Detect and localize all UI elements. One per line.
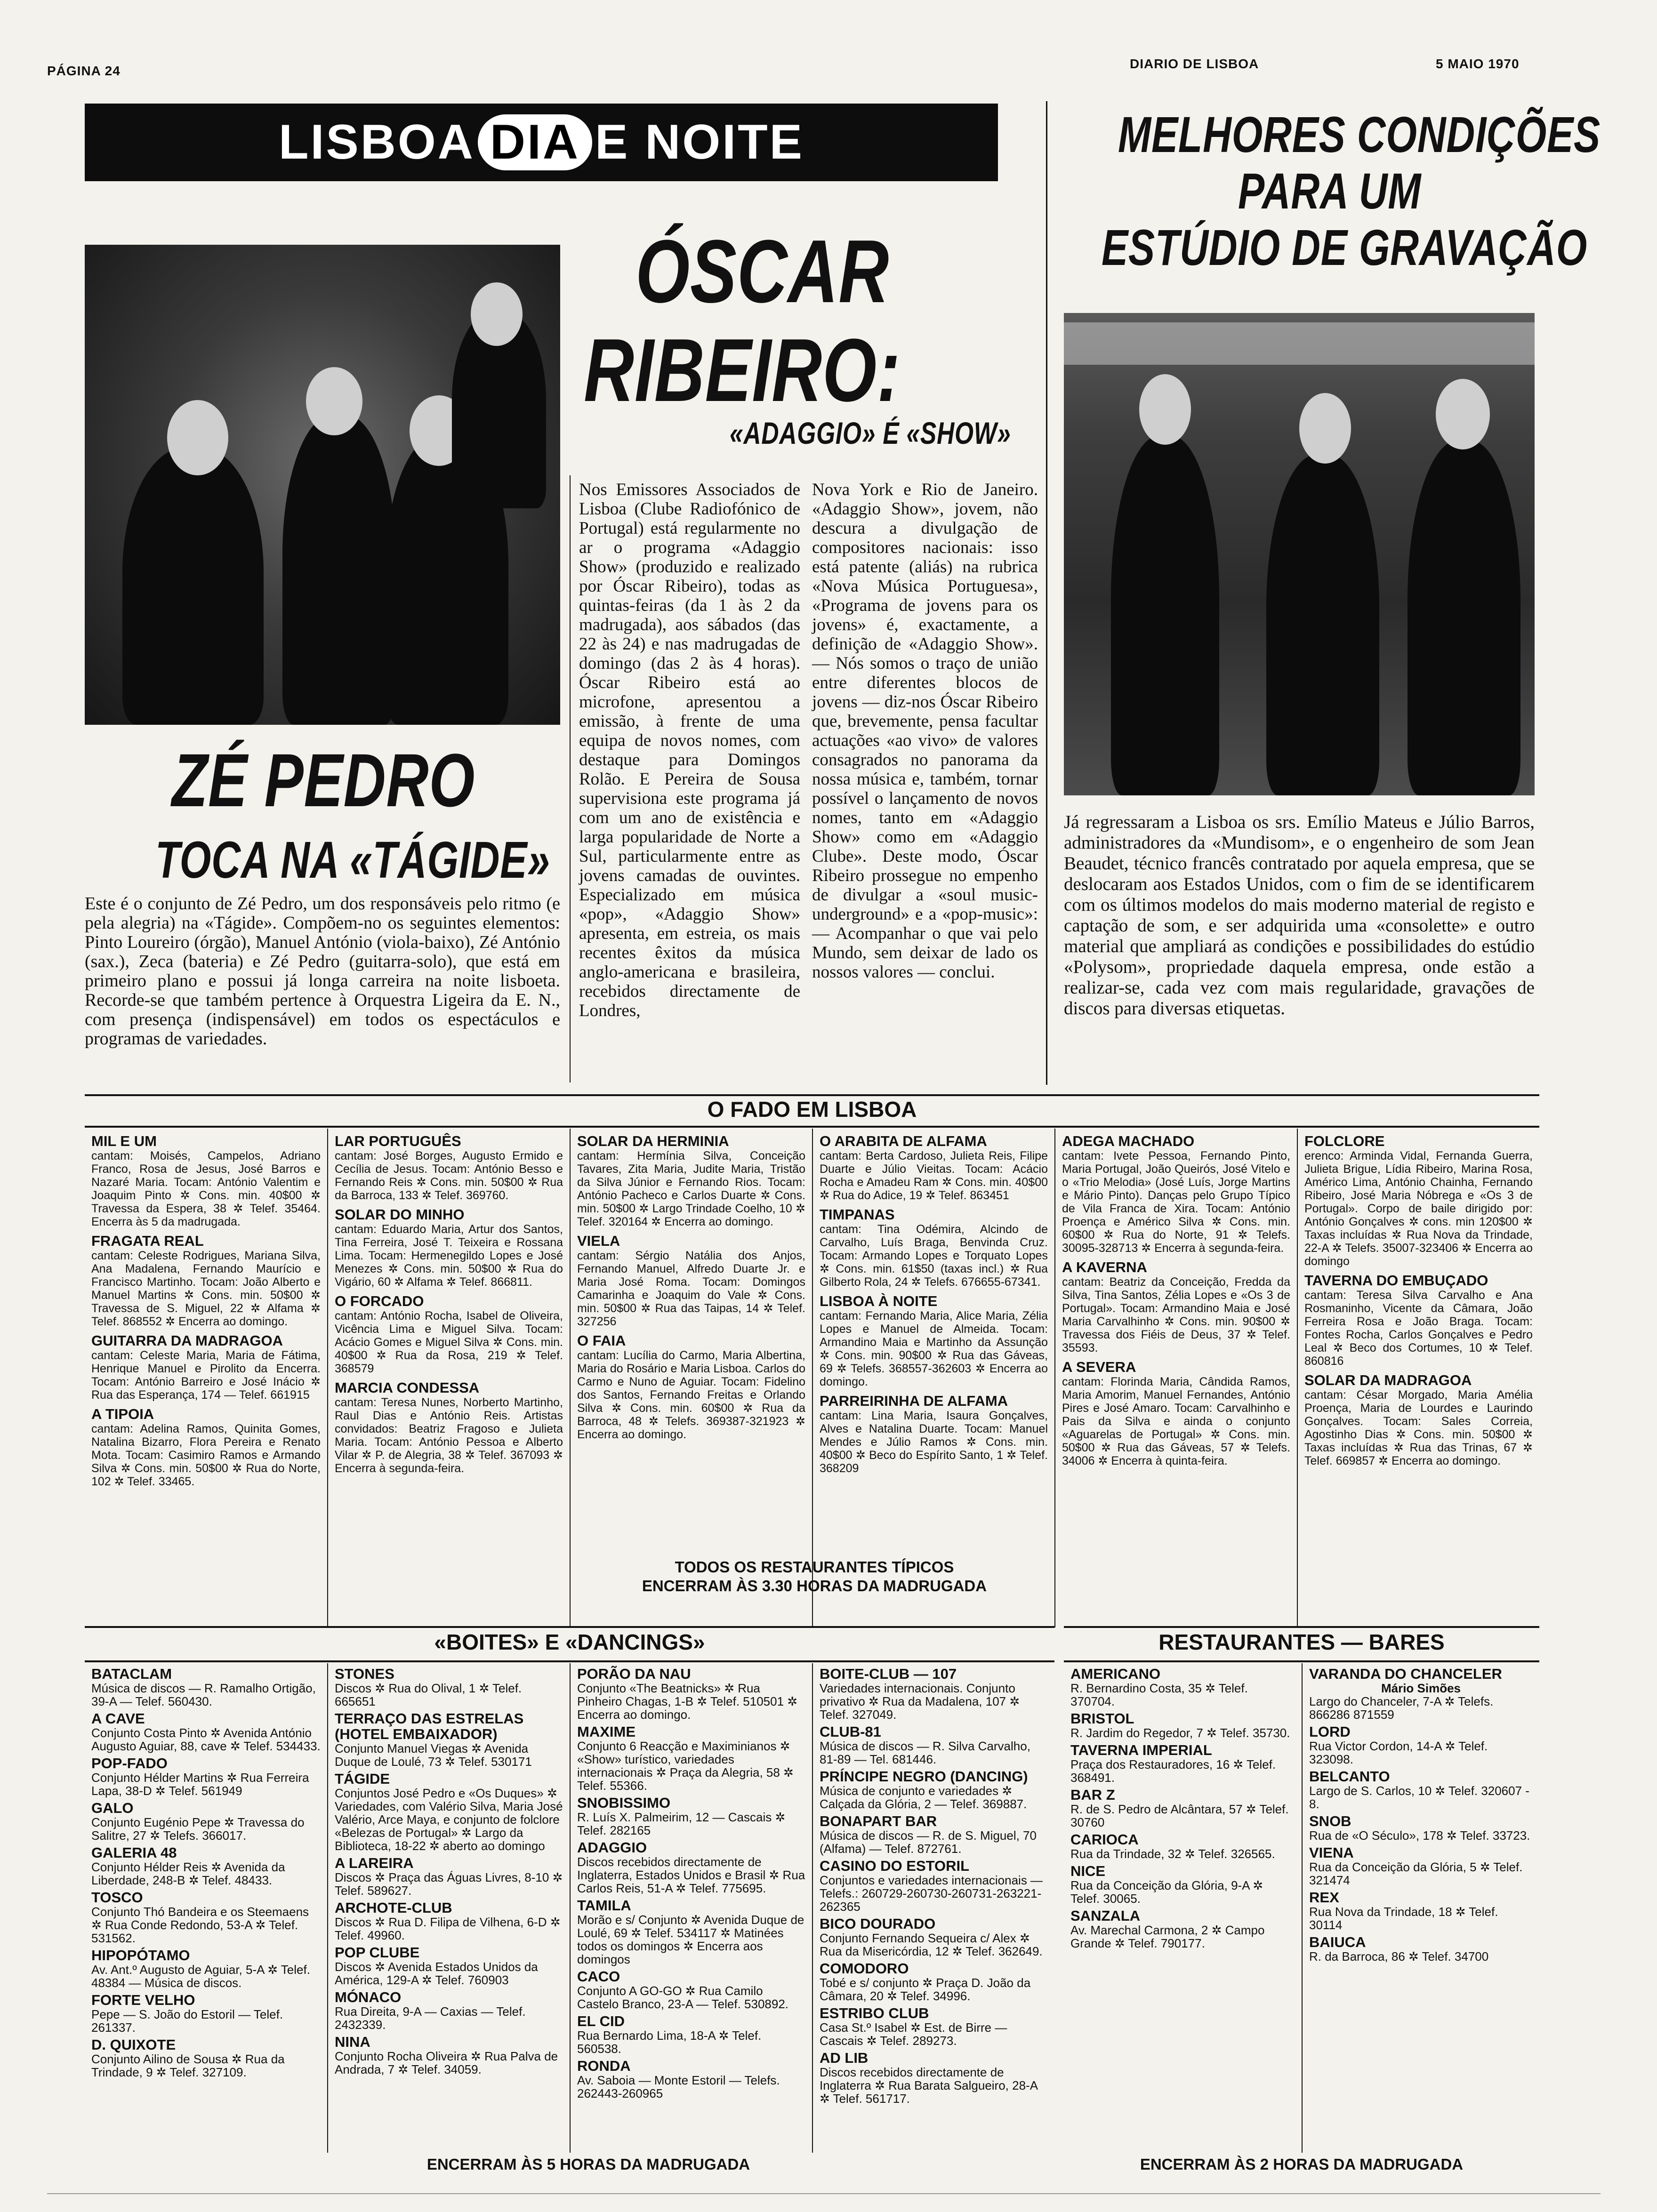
section-rule: [85, 1126, 1539, 1128]
venue-details: Conjunto Rocha Oliveira ✲ Rua Palva de Andrada, 7 ✲ Telef. 34059.: [335, 2049, 558, 2076]
venue-details: Música de conjunto e variedades ✲ Calçada da Glória, 2 — Telef. 369887.: [820, 1784, 1027, 1811]
venue-name-guitarra-da-madragoa: GUITARRA DA MADRAGOA: [91, 1332, 283, 1349]
venue-details: Morão e s/ Conjunto ✲ Avenida Duque de Loulé, 69 ✲ Telef. 534117 ✲ Matinées todos os domingos ✲ Encerra aos domingos: [577, 1913, 804, 1966]
fado-closing-note: [570, 1558, 1059, 1595]
venue-details: Av. Saboia — Monte Estoril — Telefs. 262443-260965: [577, 2073, 780, 2100]
venue-details: Largo de S. Carlos, 10 ✲ Telef. 320607 - 8.: [1309, 1784, 1529, 1811]
venue-details: cantam: Celeste Rodrigues, Mariana Silva, Ana Madalena, Fernando Maurício e Francisco Martinho. Tocam: João Alberto e Manuel Martins ✲ Cons. min. 50$00 ✲ Travessa de S. Miguel, 22 ✲ Alfama ✲ Telef. 868552 ✲ Encerra ao domingo.: [91, 1249, 321, 1328]
venue-details: cantam: José Borges, Augusto Ermido e Cecília de Jesus. Tocam: António Besso e Fernando Reis ✲ Cons. min. 50$00 ✲ Rua da Barroca, 133 ✲ Telef. 369760.: [335, 1149, 563, 1202]
venue-details: cantam: Ivete Pessoa, Fernando Pinto, Maria Portugal, João Queirós, José Vitelo e o «Trio Melodia» (José Luís, Jorge Martins e Mário Pinto). Danças pelo Grupo Típico de Vila Franca de Xira. Tocam: António Proença e Américo Silva ✲ Cons. min. 60$00 ✲ Rua do Norte, 91 ✲ Telefs. 30095-328713 ✲ Encerra à segunda-feira.: [1062, 1149, 1290, 1255]
venue-details: cantam: Berta Cardoso, Julieta Reis, Filipe Duarte e Júlio Vieitas. Tocam: Acácio Rocha e Amadeu Ram ✲ Cons. min. 40$00 ✲ Rua do Adice, 19 ✲ Telef. 863451: [820, 1149, 1048, 1202]
venue-details: Conjunto 6 Reacção e Maximinianos ✲ «Show» turístico, variedades internacionais ✲ Praça da Alegria, 58 ✲ Telef. 55366.: [577, 1739, 794, 1793]
venue-details: cantam: Lina Maria, Isaura Gonçalves, Alves e Natalina Duarte. Tocam: Manuel Mendes e Júlio Ramos ✲ Cons. min. 40$00 ✲ Beco do Espírito Santo, 1 ✲ Telef. 368209: [820, 1409, 1048, 1475]
venue-name-adaggio: ADAGGIO: [577, 1839, 647, 1856]
venue-name-viela: VIELA: [577, 1233, 620, 1249]
venue-subtitle: Mário Simões: [1381, 1681, 1461, 1695]
ze-pedro-article: Este é o conjunto de Zé Pedro, um dos responsáveis pelo ritmo (e pela alegria) na «Tágide». Compõem-no os seguintes elementos: Pinto Loureiro (órgão), Manuel António (viola-baixo), Zé António (sax.), Zeca (bateria) e Zé Pedro (guitarra-solo), que está em primeiro plano e possui já longa carreira na noite lisboeta. Recorde-se que também pertence à Orquestra Ligeira da E. N., com presença (indispensável) em todos os espectáculos e programas de variedades.: [85, 894, 560, 1049]
venue-name-caco: CACO: [577, 1968, 620, 1985]
venue-name-o-arabita-de-alfama: O ARABITA DE ALFAMA: [820, 1133, 987, 1149]
venue-details: Variedades internacionais. Conjunto privativo ✲ Rua da Madalena, 107 ✲ Telef. 327049.: [820, 1681, 1020, 1722]
venue-details: Conjunto Ailino de Sousa ✲ Rua da Trindade, 9 ✲ Telef. 327109.: [91, 2052, 285, 2079]
venue-name-mil-e-um: MIL E UM: [91, 1133, 157, 1149]
venue-name-folclore: FOLCLORE: [1304, 1133, 1385, 1149]
venue-name-tosco: TOSCO: [91, 1889, 143, 1906]
venue-details: cantam: António Rocha, Isabel de Oliveira, Vicência Lima e Miguel Silva. Tocam: Acácio Gomes e Miguel Silva ✲ Cons. min. 40$00 ✲ Rua da Rosa, 219 ✲ Telef. 368579: [335, 1309, 563, 1375]
oscar-subheadline: «ADAGGIO» É «SHOW»: [730, 416, 1011, 450]
venue-name-tagide: TÁGIDE: [335, 1771, 390, 1787]
venue-name-solar-da-herminia: SOLAR DA HERMINIA: [577, 1133, 729, 1149]
venue-name-porao-da-nau: PORÃO DA NAU: [577, 1666, 691, 1682]
boites-section-title: «BOITES» E «DANCINGS»: [434, 1630, 705, 1654]
fado-closing-line1: TODOS OS RESTAURANTES TÍPICOS: [675, 1558, 954, 1576]
venue-name-bonapart-bar: BONAPART BAR: [820, 1813, 937, 1829]
venue-name-nice: NICE: [1070, 1863, 1106, 1879]
venue-details: Conjunto Hélder Martins ✲ Rua Ferreira Lapa, 38-D ✲ Telef. 561949: [91, 1771, 309, 1798]
restaurantes-closing-note: ENCERRAM ÀS 2 HORAS DA MADRUGADA: [1140, 2156, 1464, 2173]
venue-name-a-severa: A SEVERA: [1062, 1359, 1136, 1375]
restaurantes-section-title: RESTAURANTES — BARES: [1158, 1630, 1445, 1654]
venue-details: R. Jardim do Regedor, 7 ✲ Telef. 35730.: [1070, 1726, 1290, 1740]
venue-name-o-forcado: O FORCADO: [335, 1293, 424, 1309]
venue-details: Conjunto «The Beatnicks» ✲ Rua Pinheiro Chagas, 1-B ✲ Telef. 510501 ✲ Encerra ao domingo.: [577, 1681, 798, 1722]
venue-name-a-cave: A CAVE: [91, 1710, 145, 1727]
venue-details: Av. Ant.º Augusto de Aguiar, 5-A ✲ Telef. 48384 — Música de discos.: [91, 1963, 310, 1990]
venue-details: Tobé e s/ conjunto ✲ Praça D. João da Câmara, 20 ✲ Telef. 34996.: [820, 1976, 1031, 2003]
venue-details: cantam: Eduardo Maria, Artur dos Santos, Tina Ferreira, José T. Teixeira e Rossana Lima. Tocam: Hermenegildo Lopes e José Menezes ✲ Cons. min. 50$00 ✲ Rua do Vigário, 60 ✲ Alfama ✲ Telef. 866811.: [335, 1223, 563, 1289]
venue-name-stones: STONES: [335, 1666, 394, 1682]
banner-lisboa: LISBOA: [278, 115, 475, 169]
venue-details: Conjunto Costa Pinto ✲ Avenida António Augusto Aguiar, 88, cave ✲ Telef. 534433.: [91, 1726, 321, 1753]
venue-name-baiuca: BAIUCA: [1309, 1934, 1366, 1950]
venue-name-hipopotamo: HIPOPÓTAMO: [91, 1947, 190, 1964]
venue-name-forte-velho: FORTE VELHO: [91, 1992, 195, 2008]
venue-details: Casa St.º Isabel ✲ Est. de Birre — Cascais ✲ Telef. 289273.: [820, 2020, 1007, 2048]
venue-details: Música de discos — R. Silva Carvalho, 81-89 — Tel. 681446.: [820, 1739, 1030, 1766]
venue-name-bataclam: BATACLAM: [91, 1666, 172, 1682]
venue-name-pop-clube: POP CLUBE: [335, 1944, 420, 1961]
page-number: PÁGINA 24: [47, 64, 121, 78]
oscar-article-col1: Nos Emissores Associados de Lisboa (Clube Radiofónico de Portugal) está regularmente no ar o programa «Adaggio Show» (produzido e realizado por Óscar Ribeiro), todas as quintas-feiras (da 1 às 2 da madrugada), aos sábados (das 22 às 24) e nas madrugadas de domingo (das 2 às 4 horas). Óscar Ribeiro está ao microfone, apresentou a emissão, à frente de uma equipa de novos nomes, com destaque para Domingos Rolão. E Pereira de Sousa supervisiona este programa já com um ano de existência e larga popularidade de Norte a Sul, particularmente entre as jovens camadas de ouvintes. Especializado em música «pop», «Adaggio Show» apresenta, em estreia, os mais recentes êxitos da música anglo-americana e brasileira, recebidos directamente de Londres,: [579, 480, 800, 1020]
venue-name-carioca: CARIOCA: [1070, 1831, 1139, 1848]
venue-name-principe-negro-dancing: PRÍNCIPE NEGRO (DANCING): [820, 1768, 1028, 1785]
venue-details: cantam: Beatriz da Conceição, Fredda da Silva, Tina Santos, Zélia Lopes e «Os 3 de Portugal». Tocam: Armandino Maia e José Maria Carvalhinho ✲ Cons. min. 90$00 ✲ Travessa dos Fiéis de Deus, 37 ✲ Telef. 35593.: [1062, 1275, 1290, 1354]
venue-details: Conjunto Hélder Reis ✲ Avenida da Liberdade, 248-B ✲ Telef. 48433.: [91, 1860, 285, 1887]
listing-column: [85, 1129, 327, 1627]
section-rule: [1064, 1626, 1539, 1628]
venue-name-o-faia: O FAIA: [577, 1332, 626, 1349]
ze-pedro-band-photo: [85, 245, 560, 725]
listing-column: [570, 1663, 812, 2153]
section-rule: [85, 1094, 1539, 1096]
estudio-headline-line3: ESTÚDIO DE GRAVAÇÃO: [1102, 219, 1588, 276]
venue-name-belcanto: BELCANTO: [1309, 1768, 1390, 1785]
venue-details: Conjunto Manuel Viegas ✲ Avenida Duque de Loulé, 73 ✲ Telef. 530171: [335, 1741, 532, 1769]
fado-closing-line2: ENCERRAM ÀS 3.30 HORAS DA MADRUGADA: [642, 1577, 987, 1595]
venue-name-sanzala: SANZALA: [1070, 1907, 1141, 1924]
restaurantes-listings: [1064, 1663, 1539, 2153]
venue-name-pop-fado: POP-FADO: [91, 1755, 168, 1771]
venue-name-ronda: RONDA: [577, 2058, 631, 2074]
venue-name-marcia-condessa: MARCIA CONDESSA: [335, 1379, 480, 1396]
venue-name-lord: LORD: [1309, 1723, 1351, 1740]
venue-details: cantam: Moisés, Campelos, Adriano Franco, Rosa de Jesus, José Barros e Nazaré Maria. Tocam: António Valentim e Joaquim Pinto ✲ Cons. min. 40$00 ✲ Travessa da Espera, 38 ✲ Telef. 35464. Encerra às 5 da madrugada.: [91, 1149, 321, 1228]
venue-details: Rua da Conceição da Glória, 9-A ✲ Telef. 30065.: [1070, 1878, 1263, 1906]
venue-name-taverna-do-embucado: TAVERNA DO EMBUÇADO: [1304, 1272, 1488, 1289]
venue-details: Rua da Trindade, 32 ✲ Telef. 326565.: [1070, 1847, 1275, 1861]
venue-name-a-kaverna: A KAVERNA: [1062, 1259, 1147, 1275]
venue-name-boite-club-107: BOITE-CLUB — 107: [820, 1666, 957, 1682]
venue-name-parreirinha-de-alfama: PARREIRINHA DE ALFAMA: [820, 1393, 1008, 1409]
venue-name-a-lareira: A LAREIRA: [335, 1855, 414, 1871]
venue-details: cantam: Sérgio Natália dos Anjos, Fernando Manuel, Alfredo Duarte Jr. e Maria José Roma. Tocam: Domingos Camarinha e Joaquim do Vale ✲ Cons. min. 50$00 ✲ Rua das Taipas, 14 ✲ Telef. 327256: [577, 1249, 805, 1328]
venue-name-monaco: MÓNACO: [335, 1989, 402, 2005]
venue-details: Rua de «O Século», 178 ✲ Telef. 33723.: [1309, 1828, 1530, 1843]
venue-details: cantam: César Morgado, Maria Amélia Proença, Maria de Lourdes e Laurindo Gonçalves. Tocam: Sales Correia, Agostinho Dias ✲ Cons. min. 50$00 ✲ Taxas incluídas ✲ Rua das Trinas, 67 ✲ Telef. 669857 ✲ Encerra ao domingo.: [1304, 1388, 1533, 1467]
venue-name-timpanas: TIMPANAS: [820, 1206, 895, 1223]
venue-details: Conjuntos José Pedro e «Os Duques» ✲ Variedades, com Valério Silva, Maria José Valério, Arce Maya, e conjunto de folclore «Belezas de Portugal» ✲ Largo da Biblioteca, 18-22 ✲ aberto ao domingo: [335, 1786, 563, 1853]
venue-details: cantam: Hermínia Silva, Conceição Tavares, Zita Maria, Judite Maria, Tristão da Silva Júnior e Fernando Rios. Tocam: António Pacheco e Carlos Duarte ✲ Cons. min. 50$00 ✲ Largo Trindade Coelho, 10 ✲ Telef. 320164 ✲ Encerra ao domingo.: [577, 1149, 805, 1228]
venue-details: R. da Barroca, 86 ✲ Telef. 34700: [1309, 1949, 1489, 1964]
venue-name-club-81: CLUB-81: [820, 1723, 881, 1740]
venue-details: Rua Bernardo Lima, 18-A ✲ Telef. 560538.: [577, 2028, 762, 2056]
lisboa-dia-e-noite-banner: [85, 104, 998, 181]
section-rule: [85, 1626, 1054, 1628]
venue-details: Rua Direita, 9-A — Caxias — Telef. 2432339.: [335, 2004, 526, 2032]
venue-details: Rua Nova da Trindade, 18 ✲ Telef. 30114: [1309, 1905, 1498, 1932]
venue-name-taverna-imperial: TAVERNA IMPERIAL: [1070, 1742, 1212, 1758]
oscar-headline-line2: RIBEIRO:: [584, 321, 901, 420]
venue-name-bristol: BRISTOL: [1070, 1710, 1134, 1727]
venue-name-estribo-club: ESTRIBO CLUB: [820, 2005, 929, 2021]
listing-column: [1064, 1663, 1302, 2153]
venue-name-lar-portugues: LAR PORTUGUÊS: [335, 1133, 461, 1149]
venue-details: cantam: Adelina Ramos, Quinita Gomes, Natalina Bizarro, Flora Pereira e Renato Mota. Tocam: Casimiro Ramos e Armando Silva ✲ Cons. min. 50$00 ✲ Rua do Norte, 102 ✲ Telef. 33465.: [91, 1422, 321, 1488]
venue-name-fragata-real: FRAGATA REAL: [91, 1233, 204, 1249]
ze-pedro-headline: ZÉ PEDRO: [172, 738, 475, 822]
venue-details: R. Luís X. Palmeirim, 12 — Cascais ✲ Telef. 282165: [577, 1810, 786, 1837]
venue-name-a-tipoia: A TIPOIA: [91, 1406, 154, 1422]
listing-column: [812, 1129, 1054, 1627]
listing-column: [570, 1129, 812, 1627]
newspaper-name: DIARIO DE LISBOA: [1130, 56, 1259, 71]
fado-listings: [85, 1129, 1539, 1627]
venue-name-adega-machado: ADEGA MACHADO: [1062, 1133, 1195, 1149]
venue-details: Música de discos — R. Ramalho Ortigão, 39-A — Telef. 560430.: [91, 1681, 316, 1708]
section-rule: [1064, 1660, 1539, 1662]
venue-details: cantam: Tina Odémira, Alcindo de Carvalho, Luís Braga, Benvinda Cruz. Tocam: Armando Lopes e Torquato Lopes ✲ Cons. min. 61$50 (taxas incl.) ✲ Rua Gilberto Rola, 24 ✲ Telefs. 676655-67341.: [820, 1223, 1048, 1289]
venue-name-nina: NINA: [335, 2034, 370, 2050]
boites-closing-note: ENCERRAM ÀS 5 HORAS DA MADRUGADA: [426, 2156, 750, 2173]
venue-name-americano: AMERICANO: [1070, 1666, 1161, 1682]
venue-details: R. de S. Pedro de Alcântara, 57 ✲ Telef. 30760: [1070, 1802, 1289, 1829]
venue-details: Conjuntos e variedades internacionais — Telefs.: 260729-260730-260731-263221-262365: [820, 1873, 1043, 1914]
estudio-headline-line2: PARA UM: [1238, 162, 1422, 219]
estudio-article: Já regressaram a Lisboa os srs. Emílio Mateus e Júlio Barros, administradores da «Mundisom», e o engenheiro de som Jean Beaudet, técnico francês contratado por aquela empresa, que se deslocaram aos Estados Unidos, com o fim de se identificarem com os últimos modelos do mais moderno material de registo e captação de som, e ser adquirida uma «consolette» e outro material que ampliará as condições e possibilidades do estúdio «Polysom», propriedade daquela empresa, onde estão a realizar-se, cada vez com mais regularidade, gravações de discos para diversas etiquetas.: [1064, 812, 1535, 1018]
listing-column: [327, 1129, 570, 1627]
venue-details: cantam: Teresa Silva Carvalho e Ana Rosmaninho, Vicente da Câmara, João Ferreira Rosa e João Braga. Tocam: Fontes Rocha, Carlos Gonçalves e Pedro Leal ✲ Beco dos Cortumes, 10 ✲ Telef. 860816: [1304, 1289, 1533, 1368]
venue-details: Praça dos Restauradores, 16 ✲ Telef. 368491.: [1070, 1757, 1276, 1785]
ze-pedro-subheadline: TOCA NA «TÁGIDE»: [155, 831, 550, 889]
venue-details: Rua Victor Cordon, 14-A ✲ Telef. 323098.: [1309, 1739, 1488, 1766]
venue-details: Discos ✲ Praça das Águas Livres, 8-10 ✲ Telef. 589627.: [335, 1870, 563, 1898]
page-bottom-rule: [47, 2193, 1601, 2194]
listing-column: [1054, 1129, 1297, 1627]
oscar-article-col2: Nova York e Rio de Janeiro. «Adaggio Show», jovem, não descura a divulgação de compositores nacionais: isso está patente (aliás) na rubrica «Nova Música Portuguesa», «Programa de jovens para os jovens» é, exactamente, a definição de «Adaggio Show». — Nós somos o traço de união entre diferentes blocos de jovens — diz-nos Óscar Ribeiro que, brevemente, pensa facultar actuações «ao vivo» de valores consagrados no panorama da nossa música e, também, tornar possível o lançamento de novos nomes, tanto em «Adaggio Show» como em «Adaggio Clube». Deste modo, Óscar Ribeiro prossegue no empenho de divulgar a «soul music-underground» e a «pop-music»: — Acompanhar o que vai pelo Mundo, sem deixar de lado os nossos valores — conclui.: [812, 480, 1038, 982]
venue-name-varanda-do-chanceler: VARANDA DO CHANCELER: [1309, 1666, 1502, 1682]
venue-name-snob: SNOB: [1309, 1813, 1351, 1829]
venue-name-rex: REX: [1309, 1889, 1339, 1906]
issue-date: 5 MAIO 1970: [1436, 56, 1520, 71]
venue-details: Conjunto Fernando Sequeira c/ Alex ✲ Rua da Misericórdia, 12 ✲ Telef. 362649.: [820, 1931, 1043, 1958]
column-divider: [1046, 101, 1047, 1085]
venue-details: cantam: Fernando Maria, Alice Maria, Zélia Lopes e Manuel de Almeida. Tocam: Armandino Maia e Martinho da Assunção ✲ Cons. min. 90$00 ✲ Rua das Gáveas, 69 ✲ Telefs. 368557-362603 ✲ Encerra ao domingo.: [820, 1309, 1048, 1388]
venue-details: Av. Marechal Carmona, 2 ✲ Campo Grande ✲ Telef. 790177.: [1070, 1923, 1265, 1950]
venue-details: Conjunto Thó Bandeira e os Steemaens ✲ Rua Conde Redondo, 53-A ✲ Telef. 531562.: [91, 1905, 309, 1945]
venue-details: R. Bernardino Costa, 35 ✲ Telef. 370704.: [1070, 1681, 1248, 1708]
section-rule: [85, 1660, 1054, 1662]
venue-name-d-quixote: D. QUIXOTE: [91, 2036, 176, 2053]
oscar-headline-line1: ÓSCAR: [635, 222, 890, 321]
listing-column: [85, 1663, 327, 2153]
venue-details: Rua da Conceição da Glória, 5 ✲ Telef. 321474: [1309, 1860, 1523, 1887]
venue-name-lisboa-a-noite: LISBOA À NOITE: [820, 1293, 938, 1309]
venue-details: Conjunto Eugénio Pepe ✲ Travessa do Salitre, 27 ✲ Telefs. 366017.: [91, 1815, 305, 1843]
venue-name-el-cid: EL CID: [577, 2013, 625, 2029]
mundisom-executives-photo: [1064, 313, 1535, 795]
venue-details: Discos recebidos directamente de Inglaterra, Estados Unidos e Brasil ✲ Rua Carlos Reis, 51-A ✲ Telef. 775695.: [577, 1855, 805, 1895]
venue-details: Discos ✲ Rua D. Filipa de Vilhena, 6-D ✲ Telef. 49960.: [335, 1915, 561, 1942]
listing-column: [1297, 1129, 1539, 1627]
boites-listings: [85, 1663, 1054, 2153]
venue-name-maxime: MAXIME: [577, 1723, 635, 1740]
venue-details: cantam: Teresa Nunes, Norberto Martinho, Raul Dias e António Reis. Artistas convidados: Beatriz Fragoso e Julieta Maria. Tocam: António Pessoa e Alberto Vilar ✲ P. de Alegria, 38 ✲ Telef. 367093 ✲ Encerra à segunda-feira.: [335, 1396, 563, 1475]
listing-column: [812, 1663, 1054, 2153]
venue-name-casino-do-estoril: CASINO DO ESTORIL: [820, 1858, 970, 1874]
venue-name-comodoro: COMODORO: [820, 1960, 909, 1977]
venue-name-bico-dourado: BICO DOURADO: [820, 1915, 936, 1932]
venue-name-terraco-das-estrelas-hotel-embaixador: TERRAÇO DAS ESTRELAS (HOTEL EMBAIXADOR): [335, 1710, 524, 1742]
venue-details: Discos ✲ Avenida Estados Unidos da América, 129-A ✲ Telef. 760903: [335, 1960, 538, 1987]
venue-details: cantam: Lucília do Carmo, Maria Albertina, Maria do Rosário e Maria Lisboa. Carlos do Carmo e Nuno de Aguiar. Tocam: Fidelino dos Santos, Fernando Freitas e Orlando Silva ✲ Cons. min. 60$00 ✲ Rua da Barroca, 48 ✲ Telefs. 369387-321923 ✲ Encerra ao domingo.: [577, 1349, 805, 1441]
venue-details: Música de discos — R. de S. Miguel, 70 (Alfama) — Telef. 872761.: [820, 1828, 1037, 1856]
venue-details: Largo do Chanceler, 7-A ✲ Telefs. 866286 871559: [1309, 1694, 1494, 1722]
venue-name-solar-do-minho: SOLAR DO MINHO: [335, 1206, 465, 1223]
venue-details: cantam: Celeste Maria, Maria de Fátima, Henrique Manuel e Pirolito da Encerra. Tocam: António Barreiro e José Inácio ✲ Rua das Esperança, 174 — Telef. 661915: [91, 1349, 321, 1402]
venue-details: cantam: Florinda Maria, Cândida Ramos, Maria Amorim, Manuel Fernandes, António Pires e José Amaro. Tocam: Carvalhinho e Pais da Silva e ainda o conjunto «Aguarelas de Portugal» ✲ Cons. min. 50$00 ✲ Rua das Gáveas, 57 ✲ Telefs. 34006 ✲ Encerra à quinta-feira.: [1062, 1375, 1290, 1467]
venue-name-archote-club: ARCHOTE-CLUB: [335, 1899, 452, 1916]
estudio-headline-line1: MELHORES CONDIÇÕES: [1118, 106, 1601, 163]
listing-column: [1302, 1663, 1539, 2153]
venue-name-ad-lib: AD LIB: [820, 2050, 869, 2066]
venue-details: Discos recebidos directamente de Inglaterra ✲ Rua Barata Salgueiro, 28-A ✲ Telef. 561717.: [820, 2065, 1038, 2106]
venue-name-galo: GALO: [91, 1800, 134, 1816]
venue-details: erenco: Arminda Vidal, Fernanda Guerra, Julieta Brigue, Lídia Ribeiro, Marina Rosa, Américo Lima, António Chainha, Fernando Ribeiro, José Maria Nóbrega e «Os 3 de Portugal». Corpo de baile dirigido por: António Gonçalves ✲ cons. min 120$00 ✲ Taxas incluídas ✲ Rua Nova da Trindade, 22-A ✲ Telefs. 35007-323406 ✲ Encerra ao domingo: [1304, 1149, 1533, 1268]
column-divider: [570, 475, 571, 1082]
venue-name-viena: VIENA: [1309, 1844, 1354, 1861]
venue-details: Pepe — S. João do Estoril — Telef. 261337.: [91, 2007, 283, 2035]
banner-dia: DIA: [478, 114, 592, 170]
venue-name-solar-da-madragoa: SOLAR DA MADRAGOA: [1304, 1372, 1472, 1388]
venue-details: Conjunto A GO-GO ✲ Rua Camilo Castelo Branco, 23-A — Telef. 530892.: [577, 1984, 789, 2011]
banner-e-noite: E NOITE: [595, 115, 804, 169]
venue-name-snobissimo: SNOBISSIMO: [577, 1795, 671, 1811]
venue-name-galeria-48: GALERIA 48: [91, 1844, 177, 1861]
venue-name-tamila: TAMILA: [577, 1897, 631, 1914]
listing-column: [327, 1663, 570, 2153]
venue-details: Discos ✲ Rua do Olival, 1 ✲ Telef. 665651: [335, 1681, 522, 1708]
fado-section-title: O FADO EM LISBOA: [707, 1097, 917, 1122]
venue-name-bar-z: BAR Z: [1070, 1787, 1115, 1803]
